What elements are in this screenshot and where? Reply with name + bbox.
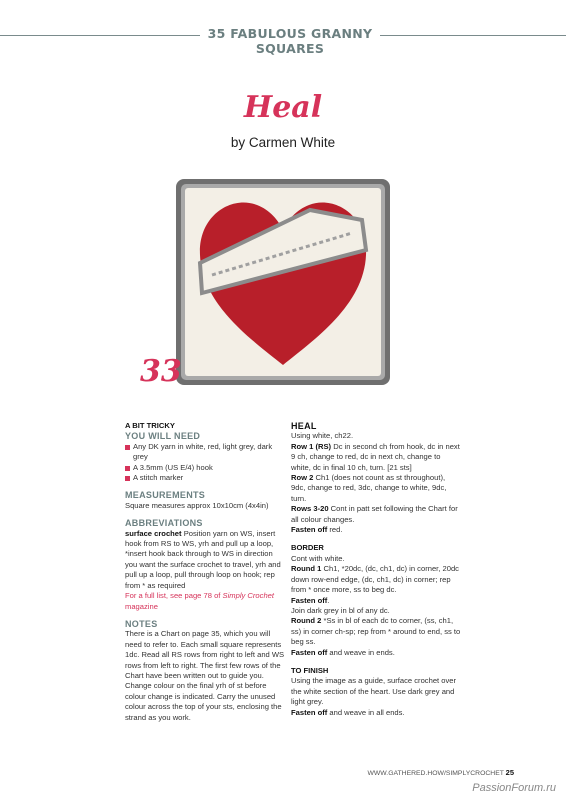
fasten-text: and weave in ends. — [327, 647, 395, 657]
notes-heading: NOTES — [125, 618, 158, 629]
finish-heading: TO FINISH — [291, 665, 329, 675]
byline: by Carmen White — [230, 135, 336, 150]
rows-text: Cont in patt set following the Chart for all colour changes. — [291, 504, 458, 524]
round1-text: Ch1, *20dc, (dc, ch1, dc) in corner, 20dc down row-end edge, (dc, ch1, dc) in corner; rep from * once more, ss to beg dc. — [291, 564, 459, 595]
difficulty-label: A BIT TRICKY — [125, 421, 175, 430]
header-rule-right — [380, 35, 566, 36]
round2-instruction — [291, 616, 461, 647]
list-item: A 3.5mm (US E/4) hook — [125, 463, 285, 473]
footer-url: WWW.GATHERED.HOW/SIMPLYCROCHET — [367, 770, 504, 777]
square-number: 33 — [140, 354, 182, 389]
notes-text: There is a Chart on page 35, which you will need to refer to. Each small square represents 1dc. Read all RS rows from right to left and WS rows from left to right. The first few rows of the Chart have been written out to guide you. Change colour on the final yrh of st before colour change is indicated. Carry the unused colour across the top of your sts, enclosing the strand as you work. — [125, 629, 285, 722]
row1-label: Row 1 (RS) — [291, 441, 332, 451]
abbreviation-entry — [125, 529, 285, 591]
round1-instruction — [291, 564, 461, 595]
row2-text: Ch1 (does not count as st throughout), 9dc, change to red, 3dc, change to white, 9dc, turn. — [291, 473, 447, 503]
finish-text: Using the image as a guide, surface crochet over the white section of the heart. Use dark grey and light grey. — [291, 676, 457, 707]
rows-label: Rows 3-20 — [291, 504, 329, 514]
abbreviations-heading: ABBREVIATIONS — [125, 518, 203, 529]
border-intro: Cont with white. — [291, 553, 345, 563]
row2-instruction — [291, 473, 461, 504]
watermark: PassionForum.ru — [472, 782, 556, 794]
heal-heading: HEAL — [291, 421, 317, 431]
round1-label: Round 1 — [291, 564, 322, 574]
fasten-label: Fasten off — [291, 595, 328, 605]
full-list-prefix: For a full list, see page 78 of — [125, 591, 223, 601]
border-fasten-off-1 — [291, 596, 461, 606]
left-column — [125, 421, 285, 723]
page-number: 25 — [505, 768, 514, 777]
measurements-heading: MEASUREMENTS — [125, 490, 206, 501]
fasten-text: red. — [327, 525, 343, 535]
finish-fasten-off — [291, 708, 461, 718]
fasten-label: Fasten off — [291, 525, 328, 535]
fasten-label: Fasten off — [291, 707, 328, 717]
right-column — [291, 421, 461, 718]
abbreviation-term: surface crochet — [125, 528, 182, 538]
header-rule-left — [0, 35, 200, 36]
granny-square-photo — [172, 175, 394, 389]
full-list-magazine: Simply Crochet — [222, 591, 274, 601]
page-header — [0, 26, 566, 56]
abbreviation-text: Position yarn on WS, insert hook from RS to WS, yrh and pull up a loop, *insert hook back through to WS in direction you want the surface crochet to travel, yrh and pull up a loop, pull through loop on hook; rep from * as required — [125, 528, 281, 590]
page-footer — [367, 768, 514, 777]
full-list-note — [125, 591, 285, 612]
list-item: Any DK yarn in white, red, light grey, dark grey — [125, 442, 285, 463]
border-fasten-off-2 — [291, 648, 461, 658]
round2-text: *Ss in bl of each dc to corner, (ss, ch1, ss) in corner ch-sp; rep from * around to end, ss to beg ss. — [291, 616, 461, 647]
fasten-label: Fasten off — [291, 647, 328, 657]
you-will-need-heading: YOU WILL NEED — [125, 431, 201, 442]
full-list-suffix: magazine — [125, 601, 158, 611]
heal-fasten-off — [291, 525, 461, 535]
border-heading: BORDER — [291, 543, 324, 553]
row1-instruction — [291, 442, 461, 473]
list-item: A stitch marker — [125, 473, 285, 483]
heal-intro: Using white, ch22. — [291, 431, 354, 441]
row1-text: Dc in second ch from hook, dc in next 9 ch, change to red, dc in next ch, change to white, dc in final 10 ch, turn. [21 sts] — [291, 441, 460, 472]
rows-instruction — [291, 504, 461, 525]
measurements-text: Square measures approx 10x10cm (4x4in) — [125, 500, 269, 510]
join-instruction: Join dark grey in bl of any dc. — [291, 605, 390, 615]
materials-list — [125, 442, 285, 484]
header-title: 35 FABULOUS GRANNY SQUARES — [207, 26, 373, 56]
row2-label: Row 2 — [291, 473, 314, 483]
fasten-suffix: . — [327, 595, 330, 605]
fasten-text: and weave in all ends. — [327, 707, 405, 717]
pattern-title: Heal — [243, 90, 323, 125]
round2-label: Round 2 — [291, 616, 322, 626]
